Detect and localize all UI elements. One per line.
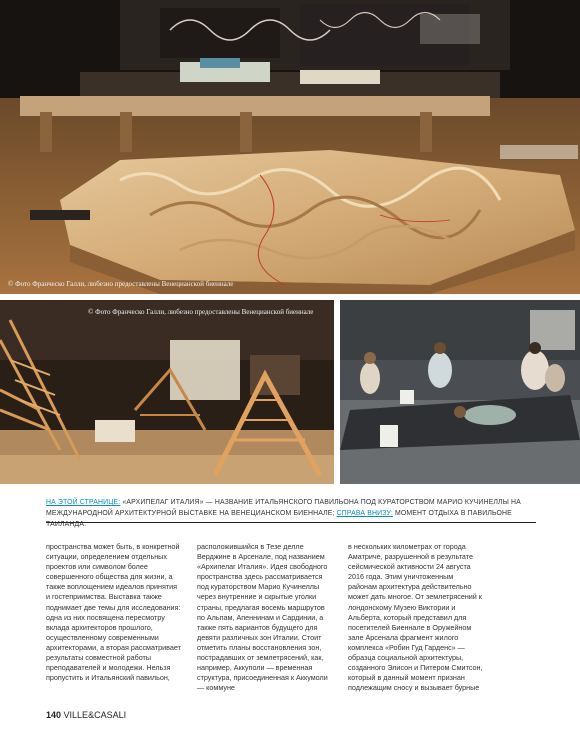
photo-thailand-pavilion bbox=[340, 300, 580, 484]
caption-divider bbox=[46, 522, 536, 523]
photo-wooden-structures bbox=[0, 300, 334, 484]
photo-terrain-model bbox=[0, 0, 580, 294]
photo-caption bbox=[46, 497, 536, 530]
caption-label-bottom-right: СПРАВА ВНИЗУ: bbox=[336, 510, 393, 517]
page-footer bbox=[46, 710, 126, 720]
column-1-text: пространства может быть, в конкретной ситуации, определением отдельных проектов или символом более совершенного общества для жизни, а также воплощением идеалов принятия и гостеприимства. Выставка также поднимает две темы для исследования: одна из них посвящена пересмотру вклада архитекторов прошлого, осуществленному современными архитекторами, а вторая рассматривает результаты совместной работы преподавателей и молодежи. Нельзя пропустить и Итальянский павильон, bbox=[46, 542, 181, 683]
text-column-2 bbox=[197, 542, 333, 693]
page-number: 140 bbox=[46, 710, 62, 720]
caption-label-this-page: НА ЭТОЙ СТРАНИЦЕ: bbox=[46, 499, 121, 506]
photo-credit-top: © Фото Франческо Галли, любезно предоставлены Венецианской биеннале bbox=[8, 280, 234, 288]
caption-text-italian-pavilion: «АРХИПЕЛАГ ИТАЛИЯ» — НАЗВАНИЕ ИТАЛЬЯНСКОГО ПАВИЛЬОНА ПОД КУРАТОРСТВОМ МАРИО КУЧИНЕЛЛЫ НА МЕЖДУНАРОДНОЙ АРХИТЕКТУРНОЙ ВЫСТАВКЕ НА ВЕНЕЦИАНСКОМ БИЕННАЛЕ; bbox=[46, 499, 521, 517]
text-column-1 bbox=[46, 542, 182, 683]
caption-text-thailand: МОМЕНТ ОТДЫХА В ПАВИЛЬОНЕ ТАИЛАНДА. bbox=[46, 510, 512, 528]
text-column-3 bbox=[348, 542, 484, 693]
photo-credit-middle: © Фото Франческо Галли, любезно предоставлены Венецианской биеннале bbox=[88, 308, 314, 316]
magazine-name: VILLE&CASALI bbox=[63, 710, 127, 720]
column-3-text: в нескольких километрах от города Аматриче, разрушенной в результате сейсмической активности 24 августа 2016 года. Этим уничтоженным районам архитектура действительно может дать многое. От землетрясений к лондонскому Музею Виктории и Альберта, который представил для посетителей Биеннале в Оружейном зале Арсенала фрагмент жилого комплекса «Робин Гуд Гарденс» — образца социальной архитектуры, созданного Элисон и Питером Смитсон, который в данный момент признан подлежащим сносу и вызывает бурные bbox=[348, 542, 483, 693]
column-2-text: расположившийся в Тезе делле Верджине в Арсенале, под названием «Архипелаг Италия». Идея свободного пространства здесь рассматривается под кураторством Марио Кучинеллы через внутренние и скрытые уголки страны, предлагая восемь маршрутов по Альпам, Апеннинам и Сардинии, а также пять вариантов будущего для девяти различных зон Италии. Стоит отметить планы восстановления зон, пострадавших от землетрясений, как, например, Аккуполи — временная структура, присоединенная к Аккумоли — коммуне bbox=[197, 542, 328, 693]
